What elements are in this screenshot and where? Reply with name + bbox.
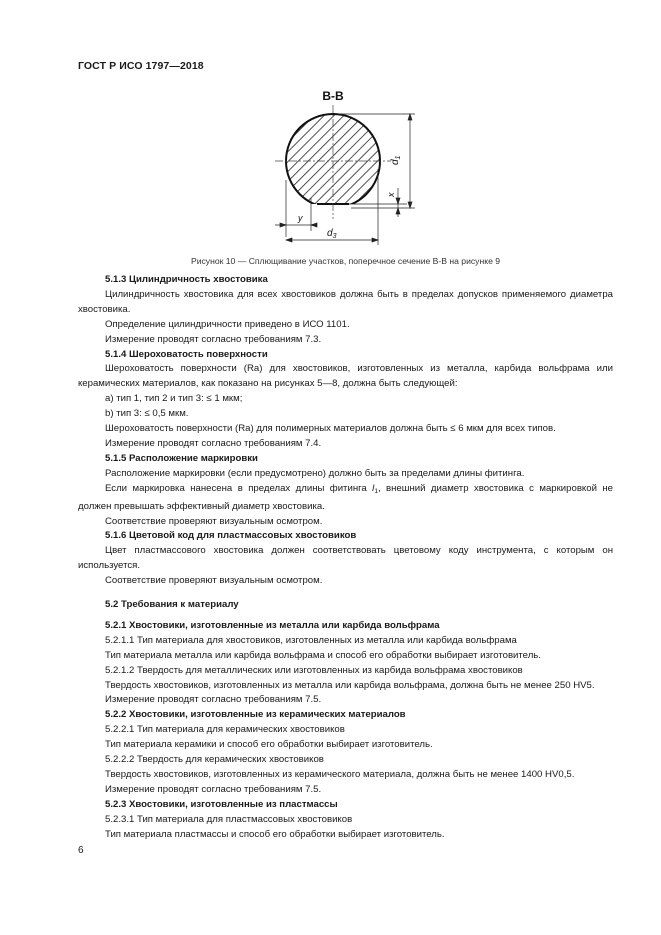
paragraph: Тип материала металла или карбида вольфрама и способ его обработки выбирает изготовитель. <box>105 649 541 661</box>
heading-5-1-6: 5.1.6 Цветовой код для пластмассовых хвостовиков <box>105 530 357 542</box>
paragraph: Цвет пластмассового хвостовика должен соответствовать цветовому коду инструмента, с которым он используется. <box>78 545 613 572</box>
section-label: B-B <box>322 89 344 103</box>
paragraph: Тип материала керамики и способ его обработки выбирает изготовитель. <box>105 739 433 751</box>
list-item-b: b) тип 3: ≤ 0,5 мкм. <box>105 408 189 420</box>
paragraph: Твердость хвостовиков, изготовленных из керамического материала, должна быть не менее 1400 HV0,5. <box>105 769 575 780</box>
dim-d1-label: $d_1$ <box>390 155 402 165</box>
body-text <box>78 273 613 843</box>
paragraph: Шероховатость поверхности (Ra) для хвостовиков, изготовленных из металла, карбида вольфрама или керамических материалов, как показано на рисунках 5—8, должна быть следующей: <box>78 363 613 390</box>
paragraph: Измерение проводят согласно требованиям 7.5. <box>105 783 322 795</box>
paragraph: Твердость хвостовиков, изготовленных из металла или карбида вольфрама, должна быть не менее 250 HV5. <box>105 679 595 691</box>
list-item-a: a) тип 1, тип 2 и тип 3: ≤ 1 мкм; <box>105 393 243 405</box>
paragraph: Шероховатость поверхности (Ra) для полимерных материалов должна быть ≤ 6 мкм для всех типов. <box>105 423 556 435</box>
heading-5-2-1: 5.2.1 Хвостовики, изготовленные из металла или карбида вольфрама <box>105 619 440 631</box>
heading-5-1-5: 5.1.5 Расположение маркировки <box>105 452 258 464</box>
paragraph: 5.2.1.1 Тип материала для хвостовиков, изготовленных из металла или карбида вольфрама <box>105 634 517 646</box>
paragraph: 5.2.1.2 Твердость для металлических или изготовленных из карбида вольфрама хвостовиков <box>105 664 523 676</box>
dim-x-label: x <box>386 192 396 197</box>
paragraph: 5.2.2.2 Твердость для керамических хвостовиков <box>105 754 324 766</box>
paragraph: Если маркировка нанесена в пределах длины фитинга $l_1$, внешний диаметр хвостовика с маркировкой не должен превышать эффективный диаметр хвостовика. <box>78 482 613 512</box>
paragraph: 5.2.3.1 Тип материала для пластмассовых хвостовиков <box>105 813 353 825</box>
heading-5-2: 5.2 Требования к материалу <box>105 599 239 611</box>
heading-5-1-4: 5.1.4 Шероховатость поверхности <box>105 348 268 360</box>
paragraph: Определение цилиндричности приведено в ИСО 1101. <box>105 318 350 330</box>
heading-5-2-2: 5.2.2 Хвостовики, изготовленные из керамических материалов <box>105 709 406 721</box>
paragraph: Тип материала пластмассы и способ его обработки выбирает изготовитель. <box>105 828 445 840</box>
page-number: 6 <box>78 845 84 856</box>
dim-d3-label: $d_3$ <box>327 228 337 240</box>
cross-section-figure <box>255 85 415 250</box>
paragraph: Измерение проводят согласно требованиям 7.3. <box>105 333 322 345</box>
paragraph: 5.2.2.1 Тип материала для керамических хвостовиков <box>105 724 345 736</box>
dim-y-label: y <box>298 213 303 223</box>
document-header: ГОСТ Р ИСО 1797—2018 <box>78 60 204 72</box>
paragraph: Соответствие проверяют визуальным осмотром. <box>105 575 323 587</box>
figure-caption: Рисунок 10 — Сплющивание участков, поперечное сечение В-В на рисунке 9 <box>190 256 501 266</box>
paragraph: Соответствие проверяют визуальным осмотром. <box>105 515 323 527</box>
paragraph: Цилиндричность хвостовика для всех хвостовиков должна быть в пределах допусков применяемого диаметра хвостовика. <box>78 288 613 315</box>
paragraph: Расположение маркировки (если предусмотрено) должно быть за пределами длины фитинга. <box>105 467 525 479</box>
paragraph: Измерение проводят согласно требованиям 7.5. <box>105 694 322 706</box>
heading-5-2-3: 5.2.3 Хвостовики, изготовленные из пластмассы <box>105 798 338 810</box>
heading-5-1-3: 5.1.3 Цилиндричность хвостовика <box>105 274 268 285</box>
paragraph: Измерение проводят согласно требованиям 7.4. <box>105 437 322 449</box>
